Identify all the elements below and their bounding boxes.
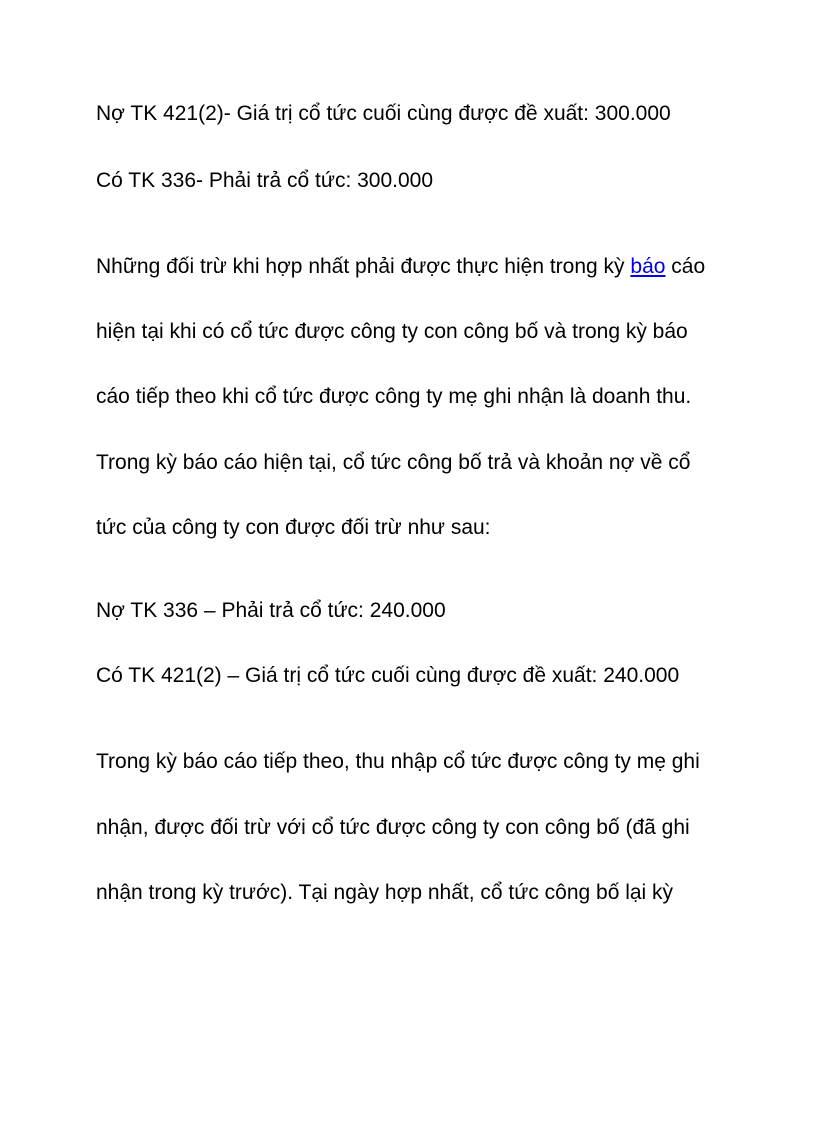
paragraph-1-line-3: cáo tiếp theo khi cổ tức được công ty mẹ ghi nhận là doanh thu. (96, 385, 692, 408)
paragraph-1-line-2: hiện tại khi có cổ tức được công ty con công bố và trong kỳ báo (96, 320, 688, 343)
journal-entry-2-credit: Có TK 421(2) – Giá trị cổ tức cuối cùng được đề xuất: 240.000 (96, 664, 680, 687)
paragraph-1-line-1-tail: cáo (665, 255, 706, 278)
paragraph-2-line-1: Trong kỳ báo cáo tiếp theo, thu nhập cổ tức được công ty mẹ ghi (96, 750, 700, 773)
paragraph-2-line-3: nhận trong kỳ trước). Tại ngày hợp nhất, cổ tức công bố lại kỳ (96, 881, 674, 904)
journal-entry-1-debit: Nợ TK 421(2)- Giá trị cổ tức cuối cùng được đề xuất: 300.000 (96, 102, 671, 125)
journal-entry-1-credit: Có TK 336- Phải trả cổ tức: 300.000 (96, 169, 434, 192)
paragraph-1-line-5: tức của công ty con được đối trừ như sau: (96, 516, 491, 539)
paragraph-1-line-1 (96, 254, 705, 280)
bao-link[interactable]: báo (630, 255, 666, 278)
journal-entry-2-debit: Nợ TK 336 – Phải trả cổ tức: 240.000 (96, 599, 446, 622)
paragraph-1-line-4: Trong kỳ báo cáo hiện tại, cổ tức công bố trả và khoản nợ về cổ (96, 451, 691, 474)
paragraph-1-line-1-text: Những đối trừ khi hợp nhất phải được thực hiện trong kỳ (96, 255, 631, 278)
paragraph-2-line-2: nhận, được đối trừ với cổ tức được công ty con công bố (đã ghi (96, 816, 690, 839)
